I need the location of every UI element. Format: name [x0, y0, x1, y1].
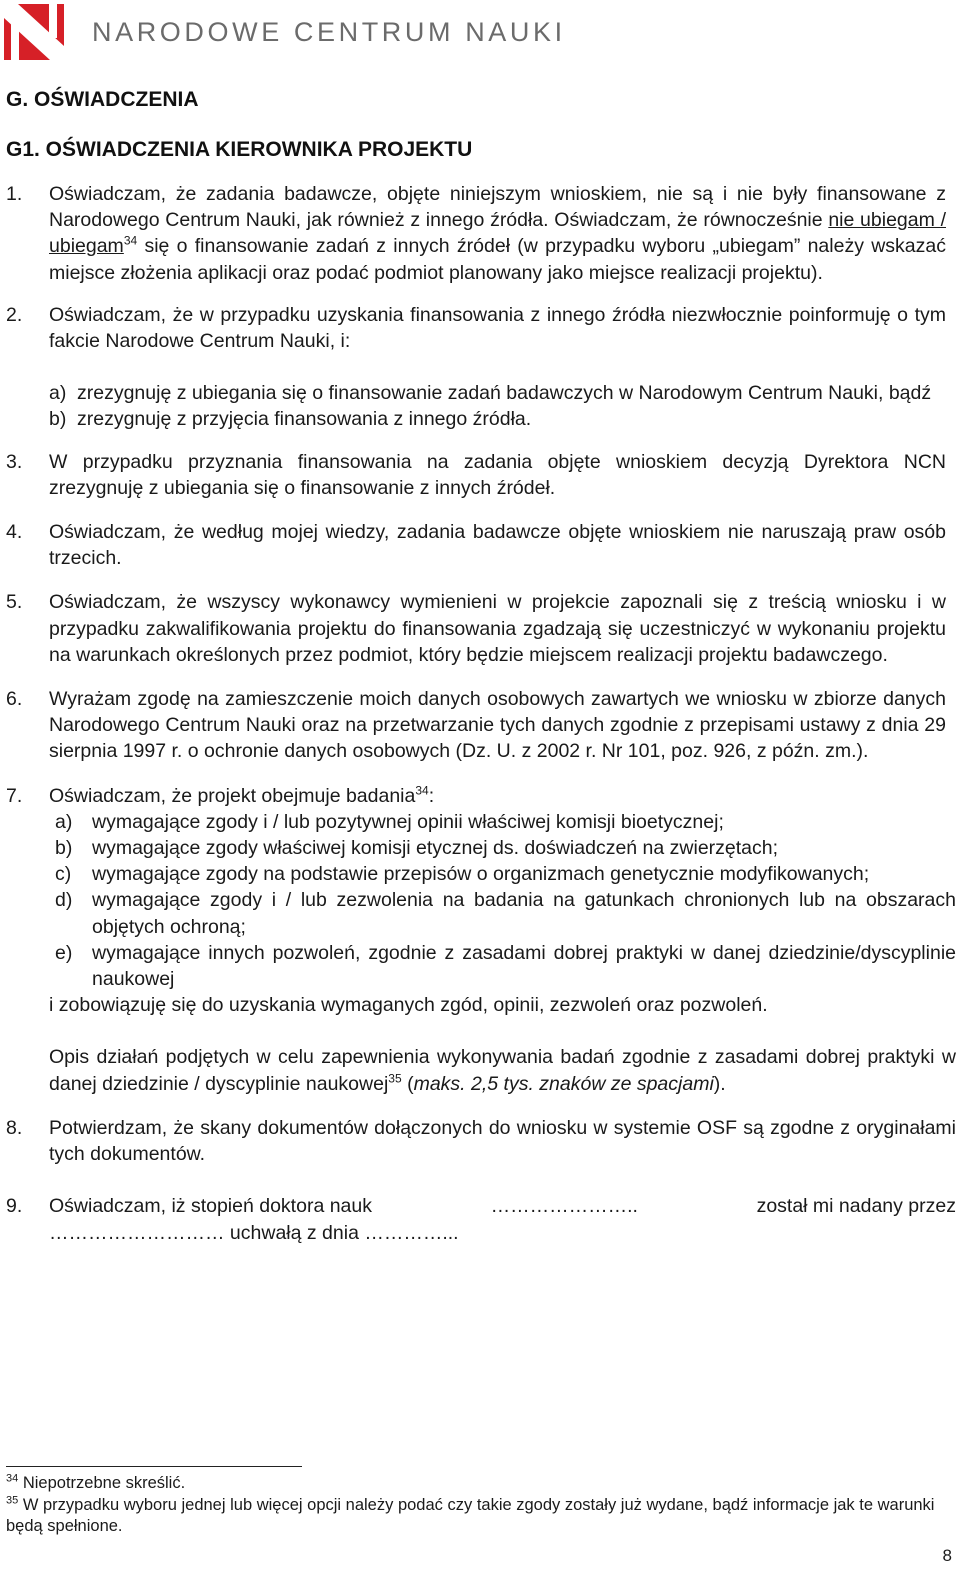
- footnote-34: $^{34}$ Niepotrzebne skreślić.: [6, 1472, 186, 1492]
- declaration-item-5: [0, 589, 960, 668]
- item-number: 7.: [6, 784, 23, 807]
- subitem-text: wymagające zgody właściwej komisji etycznej ds. doświadczeń na zwierzętach;: [92, 837, 779, 860]
- declaration-item-6: [0, 686, 960, 765]
- length-limit: maks. 2,5 tys. znaków ze spacjami: [413, 1072, 714, 1095]
- subitem-letter: a): [55, 810, 73, 833]
- declaration-item-4: [0, 519, 960, 571]
- ncn-logo-icon: [4, 4, 64, 60]
- subitem-text: wymagające innych pozwoleń, zgodnie z zasadami dobrej praktyki w danej dziedzinie/dyscyplinie naukowej: [92, 941, 956, 991]
- subitem-text: wymagające zgody i / lub pozytywnej opinii właściwej komisji bioetycznej;: [92, 810, 724, 833]
- item-text: W przypadku przyznania finansowania na zadania objęte wnioskiem decyzją Dyrektora NCN zrezygnuję z ubiegania się o finansowanie z innych źródeł.: [49, 450, 946, 499]
- practice-description: Opis działań podjętych w celu zapewnienia wykonywania badań zgodnie z zasadami dobrej praktyki w danej dziedzinie / dyscyplinie naukowej$^{35}$ (maks. 2,5 tys. znaków ze spacjami).: [49, 1046, 956, 1095]
- choice-underlined: nie ubiegam / ubiegam: [49, 209, 946, 258]
- org-name: NARODOWE CENTRUM NAUKI: [92, 17, 566, 47]
- item-closing: i zobowiązuję się do uzyskania wymaganych zgód, opinii, zezwoleń oraz pozwoleń.: [49, 994, 768, 1017]
- subitem-letter: e): [55, 941, 73, 964]
- subitem-e: [49, 940, 956, 992]
- subitem-a: [49, 809, 956, 835]
- page-header: [0, 0, 960, 64]
- subitem-text: wymagające zgody na podstawie przepisów o organizmach genetycznie modyfikowanych;: [92, 863, 870, 886]
- subitem-b: [49, 835, 956, 861]
- item-text: Wyrażam zgodę na zamieszczenie moich danych osobowych zawartych we wniosku w zbiorze danych Narodowego Centrum Nauki oraz na przetwarzanie tych danych zgodnie z przepisami ustawy z dnia 29 sierpnia 1997 r. o ochronie danych osobowych (Dz. U. z 2002 r. Nr 101, poz. 926, z późn. zm.).: [49, 688, 946, 763]
- subitem-letter: c): [55, 863, 72, 886]
- footnote-ref: 34: [123, 233, 138, 248]
- declaration-item-9: [0, 1193, 960, 1245]
- subitem-letter: d): [55, 889, 73, 912]
- footnote-ref: 35: [388, 1071, 402, 1086]
- footnotes: [6, 1473, 946, 1538]
- blank-field-field[interactable]: …………………..: [490, 1195, 638, 1218]
- item-colon: :: [428, 784, 435, 807]
- subitem-d: [49, 887, 956, 939]
- subitem-c: [49, 861, 956, 887]
- item-number: 6.: [6, 688, 23, 711]
- subitem-letter: a): [49, 382, 67, 405]
- item-text-cont: został mi nadany przez: [756, 1195, 956, 1218]
- declaration-item-1: [0, 181, 960, 286]
- blank-field-body[interactable]: ………………………: [49, 1221, 225, 1244]
- item-number: 4.: [6, 521, 23, 544]
- subitem-text: wymagające zgody i / lub zezwolenia na badania na gatunkach chronionych lub na obszarach objętych ochroną;: [92, 889, 956, 938]
- item-number: 8.: [6, 1116, 23, 1139]
- item-text: Oświadczam, że zadania badawcze, objęte niniejszym wnioskiem, nie są i nie były finansowane z Narodowego Centrum Nauki, jak również z innego źródła. Oświadczam, że równocześnie: [49, 183, 946, 232]
- subitem-letter: b): [55, 837, 73, 860]
- item-text: Oświadczam, że w przypadku uzyskania finansowania z innego źródła niezwłocznie poinformuję o tym fakcie Narodowe Centrum Nauki, i:: [49, 303, 946, 353]
- declaration-item-7: [0, 783, 960, 1097]
- subitem-b: [49, 406, 946, 432]
- item-number: 3.: [6, 450, 23, 473]
- footnote-35: $^{35}$ W przypadku wyboru jednej lub więcej opcji należy podać czy takie zgody zostały już wydane, bądź informacje jak te warunki będą spełnione.: [6, 1494, 935, 1535]
- section-title: G. OŚWIADCZENIA: [6, 88, 199, 111]
- item-text: Potwierdzam, że skany dokumentów dołączonych do wniosku w systemie OSF są zgodne z oryginałami tych dokumentów.: [49, 1116, 956, 1166]
- declaration-item-8: [0, 1115, 960, 1167]
- subitem-text: zrezygnuję z ubiegania się o finansowanie zadań badawczych w Narodowym Centrum Nauki, bądź: [77, 382, 932, 405]
- item-text: Oświadczam, iż stopień doktora nauk: [49, 1195, 372, 1218]
- item-text-cont: uchwałą z dnia: [224, 1221, 365, 1244]
- item-number: 9.: [6, 1195, 23, 1218]
- declarations-list: [0, 181, 960, 1246]
- subitem-a: [49, 380, 946, 406]
- item-number: 1.: [6, 183, 23, 205]
- item-number: 5.: [6, 591, 23, 614]
- declaration-item-3: [0, 449, 960, 501]
- item-text: Oświadczam, że wszyscy wykonawcy wymienieni w projekcie zapoznali się z treścią wniosku i w przypadku zakwalifikowania projektu do finansowania zgadzają się uczestniczyć w wykonaniu projektu na warunkach określonych przez podmiot, który będzie miejscem realizacji projektu badawczego.: [49, 591, 946, 666]
- item-text-cont: się o finansowanie zadań z innych źródeł (w przypadku wyboru „ubiegam” należy wskazać miejsce złożenia aplikacji oraz podać podmiot planowany jako miejsce realizacji projektu).: [49, 235, 946, 284]
- blank-field-date[interactable]: …………...: [364, 1221, 459, 1244]
- page-number: 8: [942, 1546, 952, 1565]
- declaration-item-2: [0, 302, 960, 433]
- subitem-text: zrezygnuję z przyjęcia finansowania z innego źródła.: [77, 408, 532, 431]
- item-text: Oświadczam, że według mojej wiedzy, zadania badawcze objęte wnioskiem nie naruszają praw osób trzecich.: [49, 521, 946, 570]
- item-text: Oświadczam, że projekt obejmuje badania: [49, 784, 416, 807]
- item-number: 2.: [6, 303, 23, 326]
- footnote-ref: 34: [415, 783, 429, 798]
- section-subtitle: G1. OŚWIADCZENIA KIEROWNIKA PROJEKTU: [6, 138, 473, 161]
- subitem-letter: b): [49, 408, 67, 431]
- footnote-separator: [6, 1466, 302, 1467]
